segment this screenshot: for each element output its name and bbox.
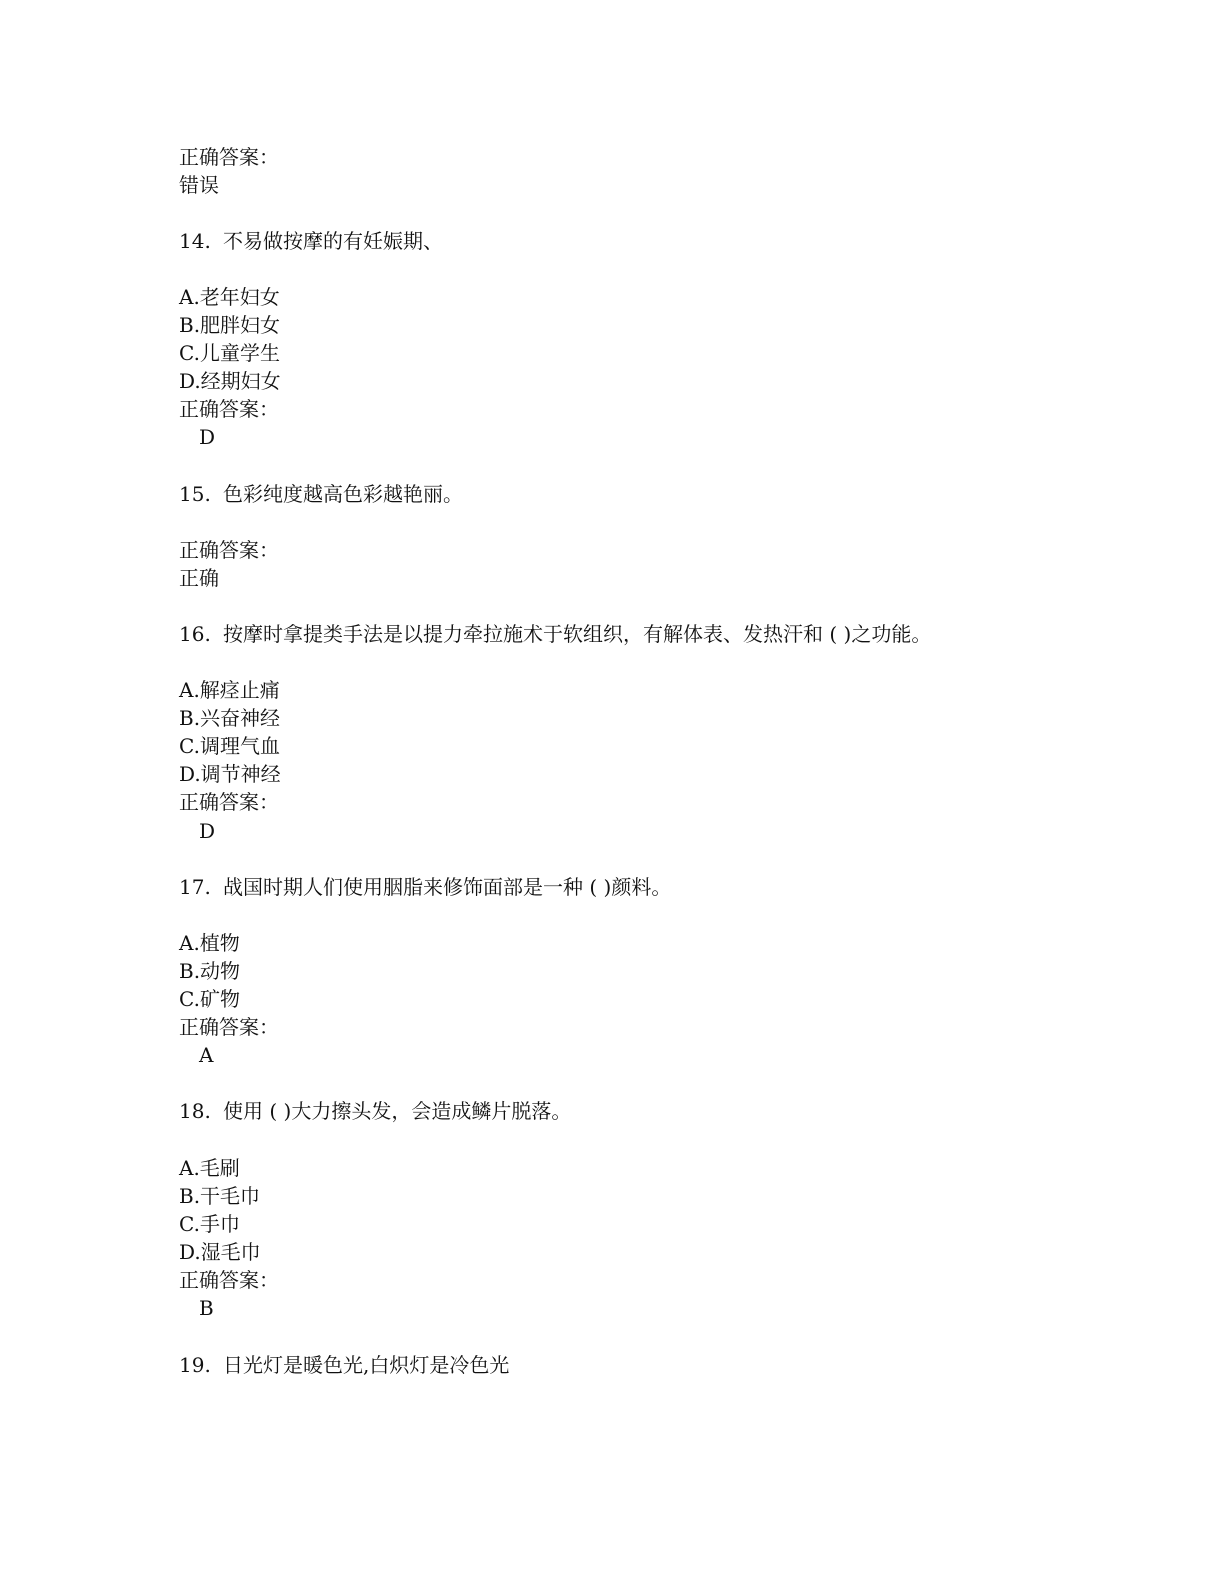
question-text: 按摩时拿提类手法是以提力牵拉施术于软组织，有解体表、发热汗和 ( )之功能。 — [223, 622, 932, 646]
question-text: 战国时期人们使用胭脂来修饰面部是一种 ( )颜料。 — [223, 875, 672, 899]
answer-label: 正确答案： — [179, 1015, 279, 1039]
question-16 — [179, 620, 931, 648]
question-text: 不易做按摩的有妊娠期、 — [223, 229, 443, 253]
option-b: B.兴奋神经 — [179, 706, 281, 730]
question-text: 色彩纯度越高色彩越艳丽。 — [223, 482, 463, 506]
answer-label: 正确答案： — [179, 790, 279, 814]
question-text: 使用 ( )大力擦头发，会造成鳞片脱落。 — [223, 1099, 572, 1123]
answer-value: A — [199, 1043, 214, 1067]
question-14 — [179, 227, 443, 255]
question-text: 日光灯是暖色光,白炽灯是冷色光 — [223, 1353, 510, 1377]
option-a: A.老年妇女 — [179, 285, 280, 309]
option-c: C.手巾 — [179, 1212, 240, 1236]
question-15 — [179, 480, 463, 508]
answer-label: 正确答案： — [179, 538, 279, 562]
question-number: 16. — [179, 622, 211, 646]
answer-value: B — [199, 1296, 214, 1320]
option-b: B.干毛巾 — [179, 1184, 261, 1208]
option-d: D.经期妇女 — [179, 369, 281, 393]
answer-value: D — [199, 819, 216, 843]
question-17 — [179, 873, 671, 901]
option-a: A.植物 — [179, 931, 240, 955]
question-number: 18. — [179, 1099, 211, 1123]
option-a: A.毛刷 — [179, 1156, 240, 1180]
option-c: C.调理气血 — [179, 734, 280, 758]
answer-label: 正确答案： — [179, 145, 279, 169]
answer-label: 正确答案： — [179, 397, 279, 421]
question-number: 19. — [179, 1353, 211, 1377]
option-b: B.肥胖妇女 — [179, 313, 281, 337]
question-number: 17. — [179, 875, 211, 899]
question-number: 15. — [179, 482, 211, 506]
option-c: C.儿童学生 — [179, 341, 280, 365]
question-19 — [179, 1351, 509, 1379]
question-18 — [179, 1097, 571, 1125]
option-c: C.矿物 — [179, 987, 240, 1011]
option-d: D.湿毛巾 — [179, 1240, 261, 1264]
option-b: B.动物 — [179, 959, 241, 983]
option-d: D.调节神经 — [179, 762, 281, 786]
answer-label: 正确答案： — [179, 1268, 279, 1292]
answer-value: 错误 — [179, 173, 219, 197]
answer-value: 正确 — [179, 566, 219, 590]
option-a: A.解痉止痛 — [179, 678, 280, 702]
question-number: 14. — [179, 229, 211, 253]
answer-value: D — [199, 425, 216, 449]
